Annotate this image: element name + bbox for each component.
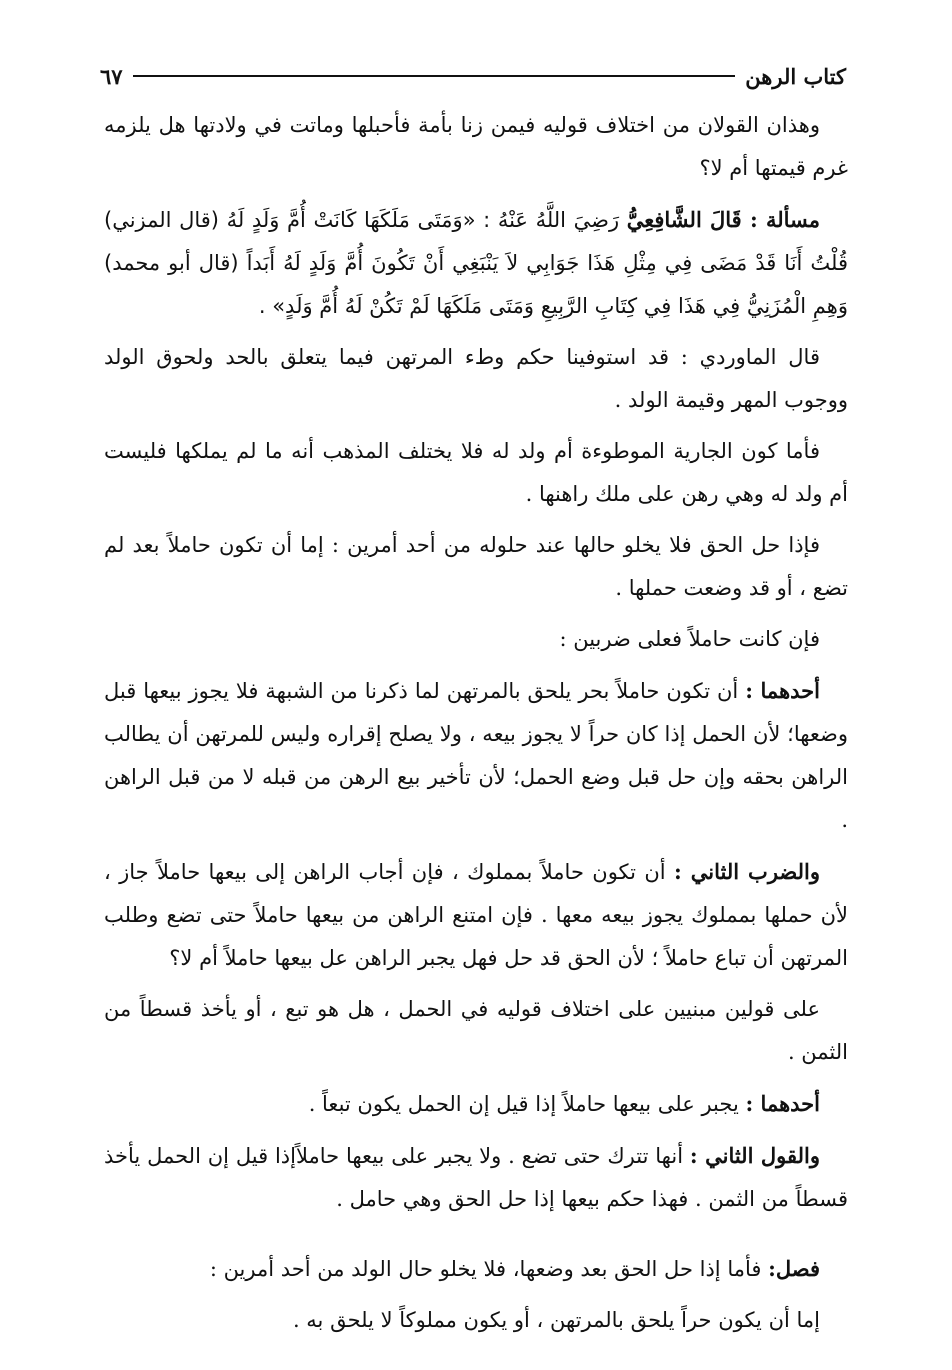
paragraph [104,430,848,516]
paragraph-lead: والقول الثاني : [689,1143,820,1168]
paragraph-text: فأما إذا حل الحق بعد وضعها، فلا يخلو حال الولد من أحد أمرين : [209,1257,762,1281]
paragraph [104,198,848,328]
paragraph-text: أن تكون حاملاً بمملوك ، فإن أجاب الراهن إلى بيعها حاملاً جاز ، لأن حملها بمملوك يجوز بيعه معها . فإن امتنع الراهن من بيعها حاملاً حتى تضع وطلب المرتهن أن تباع حاملاً ؛ لأن الحق قد حل فهل يجبر الراهن عل بيعها حاملاً أم لا؟ [104,860,848,970]
paragraph-text: أنها تترك حتى تضع . ولا يجبر على بيعها حاملاًإذا قيل إن الحمل يأخذ قسطاً من الثمن . فهذا حكم بيعها إذا حل الحق وهي حامل . [104,1144,848,1211]
paragraph-text: وهذان القولان من اختلاف قوليه فيمن زنا بأمة فأحبلها وماتت في ولادتها هل يلزمه غرم قيمتها أم لا؟ [104,113,848,180]
paragraph-text: على قولين مبنيين على اختلاف قوليه في الحمل ، هل هو تبع ، أو يأخذ قسطاً من الثمن . [104,997,848,1064]
paragraph [104,1134,848,1221]
paragraph-lead: أحدهما : [745,1091,820,1116]
page-number: ٦٧ [100,63,123,89]
paragraph-lead: أحدهما : [745,678,820,703]
paragraph [104,850,848,980]
paragraph [104,336,848,422]
section-heading-paragraph [104,1247,820,1291]
paragraph [104,988,848,1074]
paragraph [104,1299,820,1342]
paragraph [104,1082,820,1126]
paragraph-text: إما أن يكون حراً يلحق بالمرتهن ، أو يكون مملوكاً لا يلحق به . [292,1308,820,1332]
paragraph-text: يجبر على بيعها حاملاً إذا قيل إن الحمل يكون تبعاً . [308,1092,739,1116]
header-rule [133,75,736,77]
paragraph-text: فإن كانت حاملاً فعلى ضربين : [559,627,820,651]
section-lead: فصل: [768,1256,820,1281]
paragraph-text: فأما كون الجارية الموطوءة أم ولد له فلا يختلف المذهب أنه ما لم يملكها فليست أم ولد له وهي رهن على ملك راهنها . [104,439,848,506]
paragraph [104,524,848,610]
paragraph-text: أن تكون حاملاً بحر يلحق بالمرتهن لما ذكرنا من الشبهة فلا يجوز بيعها قبل وضعها؛ لأن الحمل إذا كان حراً لا يجوز بيعه ، ولا يصلح إقراره وليس للمرتهن أن يطالب الراهن بحقه وإن حل قبل وضع الحمل؛ لأن تأخير بيع الرهن من قبله لا من قبل الراهن . [104,679,848,832]
paragraph-lead: مسألة : قَالَ الشَّافِعِيُّ [626,207,820,232]
paragraph-lead: والضرب الثاني : [674,859,821,884]
body-text [104,104,848,1350]
paragraph-text: رَضِيَ اللَّهُ عَنْهُ : «وَمَتَى مَلَكَهَا كَانَتْ أُمَّ وَلَدٍ لَهُ (قال المزني) قُلْتُ أَنَا قَدْ مَضَى فِي مِثْلِ هَذَا جَوَابِي لاَ يَنْبَغِي أَنْ تَكُونَ أُمَّ وَلَدٍ لَهُ أَبَداً (قال أبو محمد) وَهِمِ الْمُزَنِيُّ فِي هَذَا فِي كِتَابِ الرَّبِيعِ وَمَتَى مَلَكَهَا لَمْ تَكُنْ لَهُ أُمَّ وَلَدٍ» . [104,208,848,318]
paragraph [104,104,848,190]
paragraph [104,669,848,842]
book-title: كتاب الرهن [745,63,846,89]
paragraph-text: فإذا حل الحق فلا يخلو حالها عند حلوله من أحد أمرين : إما أن تكون حاملاً بعد لم تضع ، أو قد وضعت حملها . [104,533,848,600]
page-header [100,58,846,94]
paragraph-text: قال الماوردي : قد استوفينا حكم وطء المرتهن فيما يتعلق بالحد ولحوق الولد ووجوب المهر وقيمة الولد . [104,345,848,412]
paragraph [104,618,848,661]
